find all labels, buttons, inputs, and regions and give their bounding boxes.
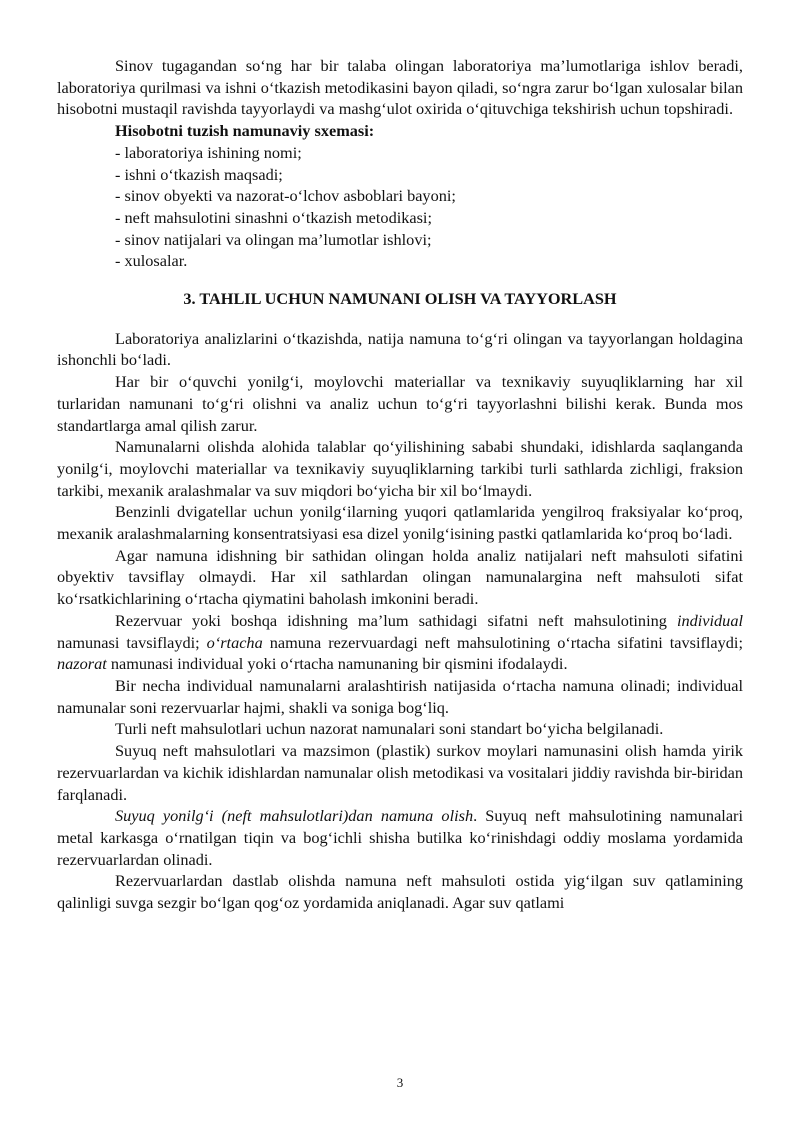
text-run: . Suyuq neft mahsulotining namunalari metal karkasga o‘rnatilgan tiqin va bog‘ichli shisha butilka ko‘rinishdagi oddiy moslama yordamida rezervuarlardan olinadi. [57, 806, 743, 869]
body-paragraph: Laboratoriya analizlarini o‘tkazishda, natija namuna to‘g‘ri olingan va tayyorlangan holdagina ishonchli bo‘ladi. [57, 328, 743, 370]
document-page [57, 55, 743, 914]
text-run: namunasi tavsiflaydi; [57, 632, 207, 652]
italic-term-nazorat: nazorat [57, 654, 107, 674]
body-paragraph: Turli neft mahsulotlari uchun nazorat namunalari soni standart bo‘yicha belgilanadi. [115, 719, 664, 739]
text-run: Rezervuar yoki boshqa idishning ma’lum sathidagi sifatni neft mahsulotining [115, 610, 677, 630]
body-paragraph: Agar namuna idishning bir sathidan olingan holda analiz natijalari neft mahsuloti sifatini obyektiv tavsiflay olmaydi. Har xil sathlardan olingan namunalargina neft mahsuloti sifat ko‘rsatkichlarining o‘rtacha qiymatini baholash imkonini beradi. [57, 545, 743, 609]
body-paragraph: Bir necha individual namunalarni aralashtirish natijasida o‘rtacha namuna olinadi; individual namunalar soni rezervuarlar hajmi, shakli va soniga bog‘liq. [57, 675, 743, 717]
text-run: namuna rezervuardagi neft mahsulotining o‘rtacha sifatini tavsiflaydi; [262, 632, 743, 652]
body-paragraph: Suyuq neft mahsulotlari va mazsimon (plastik) surkov moylari namunasini olish hamda yirik rezervuarlardan va kichik idishlardan namunalar olish metodikasi va vositalari jiddiy ravishda bir-biridan farqlanadi. [57, 741, 743, 804]
last-paragraph: Rezervuarlardan dastlab olishda namuna neft mahsuloti ostida yig‘ilgan suv qatlamining qalinligi suvga sezgir bo‘lgan qog‘oz yordamida aniqlanadi. Agar suv qatlami [57, 871, 743, 913]
scheme-item: - sinov obyekti va nazorat-o‘lchov asboblari bayoni; [115, 186, 456, 206]
italic-term-ortacha: o‘rtacha [206, 632, 263, 652]
scheme-item: - sinov natijalari va olingan ma’lumotlar ishlovi; [115, 229, 432, 249]
body-paragraph: Namunalarni olishda alohida talablar qo‘yilishining sababi shundaki, idishlarda saqlanganda yonilg‘i, moylovchi materiallar va texnikaviy suyuqliklarning tarkibi turli sathlarda zichligi, fraksion tarkibi, mexanik aralashmalar va suv miqdori bo‘yicha bir xil bo‘lmaydi. [57, 437, 743, 500]
text-run: namunasi individual yoki o‘rtacha namunaning bir qismini ifodalaydi. [106, 654, 568, 674]
rezervuar-paragraph [57, 610, 743, 675]
scheme-item: - neft mahsulotini sinashni o‘tkazish metodikasi; [115, 207, 432, 227]
scheme-item: - ishni o‘tkazish maqsadi; [115, 164, 283, 184]
scheme-list [57, 142, 743, 272]
body-paragraph: Benzinli dvigatellar uchun yonilg‘ilarning yuqori qatlamlarida yengilroq fraksiyalar ko‘proq, mexanik aralashmalarning konsentratsiyasi esa dizel yonilg‘isining pastki qatlamlarida ko‘proq bo‘ladi. [57, 502, 743, 544]
page-number: 3 [396, 1075, 404, 1090]
scheme-item: - laboratoriya ishining nomi; [115, 142, 302, 162]
italic-term-individual: individual [676, 610, 743, 630]
body-paragraph: Har bir o‘quvchi yonilg‘i, moylovchi materiallar va texnikaviy suyuqliklarning har xil turlaridan namunani to‘g‘ri olishni va analiz uchun to‘g‘ri tayyorlashni bilishi kerak. Bunda mos standartlarga amal qilish zarur. [57, 372, 743, 435]
section-title: 3. TAHLIL UCHUN NAMUNANI OLISH VA TAYYORLASH [183, 289, 617, 309]
suyuq-paragraph [57, 805, 743, 870]
scheme-item: - xulosalar. [115, 251, 188, 271]
italic-subheading: Suyuq yonilg‘i (neft mahsulotlari)dan namuna olish [115, 806, 474, 826]
intro-paragraph: Sinov tugagandan so‘ng har bir talaba olingan laboratoriya ma’lumotlariga ishlov beradi, laboratoriya qurilmasi va ishni o‘tkazish metodikasini bayon qiladi, so‘ngra zarur bo‘lgan xulosalar bilan hisobotni mustaqil ravishda tayyorlaydi va mashg‘ulot oxirida o‘qituvchiga tekshirish uchun topshiradi. [57, 56, 743, 119]
scheme-heading: Hisobotni tuzish namunaviy sxemasi: [115, 121, 375, 141]
